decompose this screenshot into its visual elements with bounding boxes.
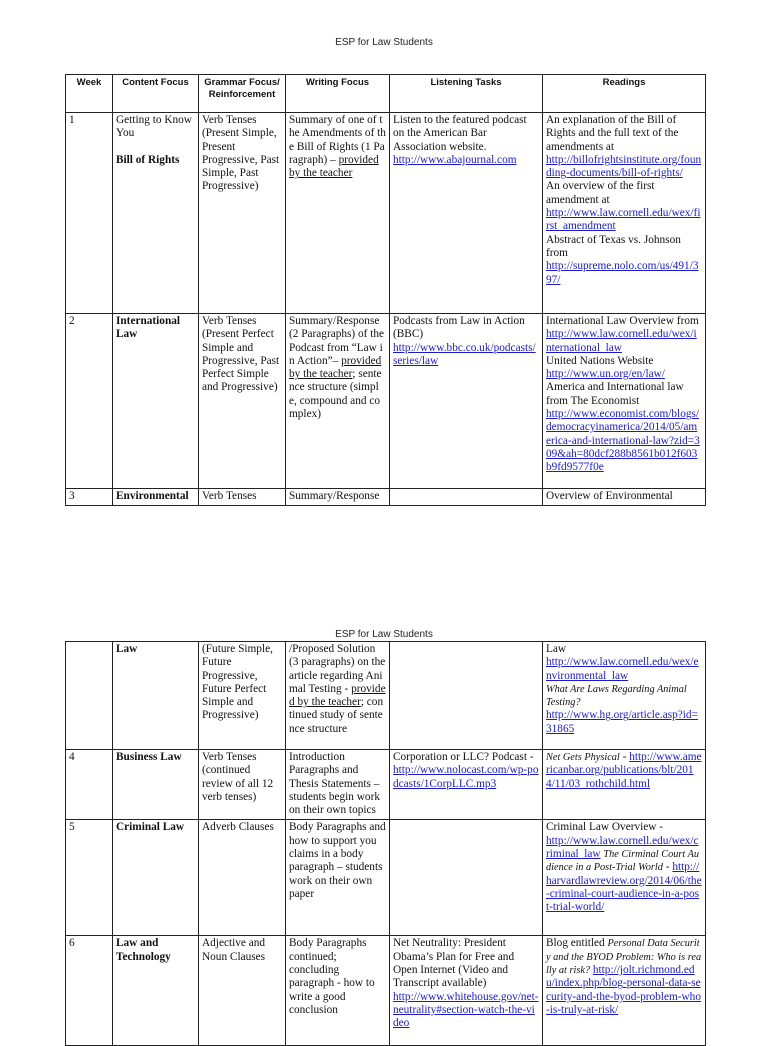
listening-link[interactable]: http://www.nolocast.com/wp-podcasts/1CorpLLC.mp3 bbox=[393, 764, 539, 790]
week-number: 6 bbox=[66, 936, 113, 1046]
grammar-text: Verb Tenses (continued review of all 12 verb tenses) bbox=[202, 751, 274, 803]
week-number: 4 bbox=[66, 750, 113, 820]
writing-focus: Summary/Response bbox=[286, 489, 390, 506]
listening-link[interactable]: http://www.bbc.co.uk/podcasts/series/law bbox=[393, 341, 536, 367]
header-listening-tasks: Listening Tasks bbox=[390, 75, 543, 113]
reading-link[interactable]: http://www.law.cornell.edu/wex/first_amendment bbox=[546, 207, 701, 233]
week-number: 2 bbox=[66, 314, 113, 489]
grammar-text: (Future Simple, Future Progressive, Future Perfect Simple and Progressive) bbox=[202, 643, 273, 722]
listening-text: Podcasts from Law in Action (BBC) bbox=[393, 315, 525, 341]
content-focus bbox=[113, 820, 199, 936]
reading-link[interactable]: http://www.hg.org/article.asp?id=31865 bbox=[546, 709, 698, 735]
content-focus-topic: Criminal Law bbox=[116, 821, 185, 834]
writing-text-continued: ; sentence structure (simple, compound and complex) bbox=[289, 368, 382, 421]
page-title: ESP for Law Students bbox=[335, 629, 433, 640]
reading-link[interactable]: http://jolt.richmond.edu/index.php/blog-personal-data-security-and-the-byod-problem-who-is-truly-at-risk/ bbox=[546, 964, 701, 1016]
listening-text: Net Neutrality: President Obama’s Plan for Free and Open Internet (Video and Transcript available) bbox=[393, 937, 515, 990]
grammar-focus bbox=[199, 113, 286, 314]
listening-text: Corporation or LLC? Podcast - bbox=[393, 751, 534, 763]
reading-link[interactable]: http://www.americanbar.org/publications/blt/2014/11/03_rothchild.html bbox=[546, 751, 702, 790]
table-row-week-4 bbox=[66, 750, 706, 820]
reading-text: An explanation of the Bill of Rights and the full text of the amendments at bbox=[546, 114, 679, 153]
readings: Overview of Environmental bbox=[543, 489, 706, 506]
grammar-text: Verb Tenses (Present Simple, Present Progressive, Past Simple, Past Progressive) bbox=[202, 114, 280, 193]
writing-text-continued: ; continued study of sentence structure bbox=[289, 696, 384, 735]
content-focus-topic: Bill of Rights bbox=[116, 153, 180, 166]
listening-link[interactable]: http://www.whitehouse.gov/net-neutrality#section-watch-the-video bbox=[393, 990, 539, 1030]
reading-link[interactable]: http://harvardlawreview.org/2014/06/the-criminal-court-audience-in-a-post-trial-world/ bbox=[546, 861, 702, 914]
grammar-focus bbox=[199, 750, 286, 820]
header-writing-focus: Writing Focus bbox=[286, 75, 390, 113]
reading-text: Blog entitled bbox=[546, 937, 605, 950]
grammar-focus: Verb Tenses bbox=[199, 489, 286, 506]
reading-text: International Law Overview from bbox=[546, 315, 699, 327]
content-focus bbox=[113, 750, 199, 820]
content-focus-topic: Law and Technology bbox=[116, 937, 171, 963]
reading-separator: - bbox=[662, 861, 670, 874]
page-title: ESP for Law Students bbox=[335, 37, 433, 48]
grammar-text: Adjective and Noun Clauses bbox=[202, 937, 266, 963]
writing-provided-by-teacher: provided by the teacher bbox=[289, 354, 382, 381]
reading-link[interactable]: http://www.law.cornell.edu/wex/criminal_law bbox=[546, 834, 699, 861]
syllabus-table-page-1 bbox=[65, 74, 706, 506]
writing-text: Body Paragraphs and how to support you claims in a body paragraph – students work on their own paper bbox=[289, 821, 386, 900]
readings bbox=[543, 936, 706, 1046]
syllabus-table-page-2 bbox=[65, 641, 706, 1046]
readings bbox=[543, 750, 706, 820]
reading-link[interactable]: http://www.un.org/en/law/ bbox=[546, 368, 665, 381]
grammar-focus bbox=[199, 936, 286, 1046]
readings bbox=[543, 113, 706, 314]
content-focus bbox=[113, 489, 199, 506]
week-number: 5 bbox=[66, 820, 113, 936]
table-row-week-3 bbox=[66, 489, 706, 506]
grammar-focus bbox=[199, 642, 286, 750]
grammar-text: Verb Tenses (Present Perfect Simple and Progressive, Past Perfect Simple and Progressive) bbox=[202, 315, 280, 394]
week-number: 3 bbox=[66, 489, 113, 506]
writing-provided-by-teacher: provided by the teacher bbox=[289, 153, 379, 180]
table-row-week-3-continued bbox=[66, 642, 706, 750]
table-header-row bbox=[66, 75, 706, 113]
reading-text: United Nations Website bbox=[546, 354, 654, 367]
header-week: Week bbox=[66, 75, 113, 113]
readings bbox=[543, 314, 706, 489]
content-focus bbox=[113, 113, 199, 314]
listening-task bbox=[390, 820, 543, 936]
reading-link[interactable]: http://supreme.nolo.com/us/491/397/ bbox=[546, 260, 699, 286]
reading-text: An overview of the first amendment at bbox=[546, 180, 655, 206]
reading-text: Criminal Law Overview - bbox=[546, 821, 664, 834]
grammar-text: Adverb Clauses bbox=[202, 821, 274, 834]
listening-text: Listen to the featured podcast on the American Bar Association website. bbox=[393, 114, 527, 153]
reading-separator: - bbox=[619, 751, 627, 763]
content-focus bbox=[113, 314, 199, 489]
reading-link[interactable]: http://billofrightsinstitute.org/founding-documents/bill-of-rights/ bbox=[546, 153, 702, 180]
header-readings: Readings bbox=[543, 75, 706, 113]
listening-link[interactable]: http://www.abajournal.com bbox=[393, 153, 517, 166]
writing-focus bbox=[286, 113, 390, 314]
reading-link[interactable]: http://www.law.cornell.edu/wex/environmental_law bbox=[546, 656, 699, 682]
readings bbox=[543, 642, 706, 750]
writing-text: Summary/Response (2 Paragraphs) of the Podcast from “Law in Action”– bbox=[289, 315, 385, 367]
listening-task bbox=[390, 936, 543, 1046]
table-row-week-2 bbox=[66, 314, 706, 489]
writing-provided-by-teacher: provided by the teacher bbox=[289, 682, 386, 709]
content-focus-topic: Environmental bbox=[116, 490, 189, 502]
table-row-week-1 bbox=[66, 113, 706, 314]
listening-task bbox=[390, 113, 543, 314]
reading-text: America and International law from The Economist bbox=[546, 381, 684, 407]
writing-focus bbox=[286, 750, 390, 820]
listening-task bbox=[390, 750, 543, 820]
header-content-focus: Content Focus bbox=[113, 75, 199, 113]
content-focus bbox=[113, 642, 199, 750]
header-grammar-focus: Grammar Focus/ Reinforcement bbox=[199, 75, 286, 113]
writing-text: Body Paragraphs continued; concluding paragraph - how to write a good conclusion bbox=[289, 937, 375, 1016]
grammar-focus bbox=[199, 314, 286, 489]
content-focus-intro: Getting to Know You bbox=[116, 114, 192, 140]
reading-title: Net Gets Physical bbox=[546, 752, 620, 763]
reading-title: Personal Data Security and the BYOD Problem: Who is really at risk? bbox=[546, 938, 702, 977]
writing-text: Introduction Paragraphs and Thesis Statements – students begin work on their own topics bbox=[289, 751, 380, 817]
reading-text: Abstract of Texas vs. Johnson from bbox=[546, 233, 681, 259]
listening-task bbox=[390, 642, 543, 750]
writing-focus bbox=[286, 936, 390, 1046]
writing-focus bbox=[286, 314, 390, 489]
writing-text: /Proposed Solution (3 paragraphs) on the article regarding Animal Testing - bbox=[289, 643, 386, 695]
writing-text: Summary of one of the Amendments of the Bill of Rights (1 Paragraph) – bbox=[289, 114, 386, 166]
writing-focus bbox=[286, 820, 390, 936]
table-row-week-6 bbox=[66, 936, 706, 1046]
week-number bbox=[66, 642, 113, 750]
content-focus-topic: Law bbox=[116, 643, 138, 655]
reading-link[interactable]: http://www.law.cornell.edu/wex/international_law bbox=[546, 328, 697, 354]
writing-focus bbox=[286, 642, 390, 750]
reading-title: What Are Laws Regarding Animal Testing? bbox=[546, 683, 687, 709]
reading-link[interactable]: http://www.economist.com/blogs/democracyinamerica/2014/05/america-and-international-law?zid=309&ah=80dcf288b8561b012f603b9fd9577f0e bbox=[546, 408, 700, 474]
content-focus-topic: International Law bbox=[116, 315, 181, 341]
listening-task bbox=[390, 314, 543, 489]
listening-task bbox=[390, 489, 543, 506]
table-row-week-5 bbox=[66, 820, 706, 936]
reading-text: Law bbox=[546, 643, 567, 655]
content-focus-topic: Business Law bbox=[116, 751, 182, 763]
readings bbox=[543, 820, 706, 936]
content-focus bbox=[113, 936, 199, 1046]
grammar-focus bbox=[199, 820, 286, 936]
reading-title: The Cirminal Court Audience in a Post-Trial World bbox=[546, 849, 700, 874]
week-number: 1 bbox=[66, 113, 113, 314]
